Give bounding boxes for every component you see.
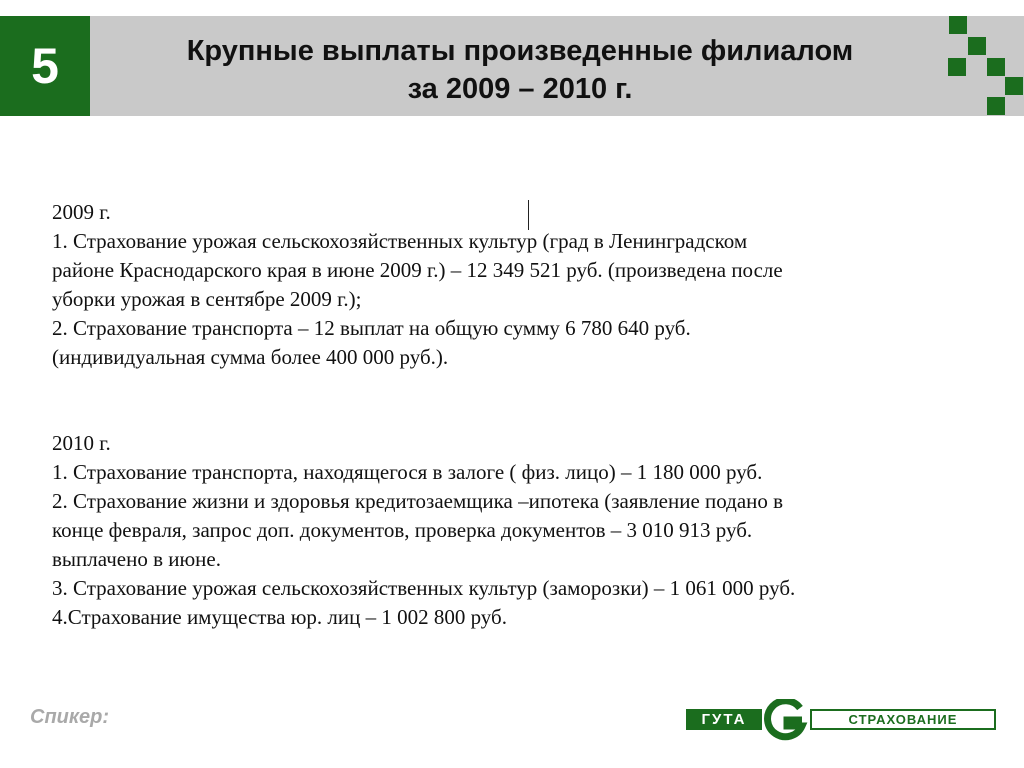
text-line: 4.Страхование имущества юр. лиц – 1 002 800 руб.	[52, 605, 507, 629]
deco-square	[968, 37, 986, 55]
text-line: 3. Страхование урожая сельскохозяйственных культур (заморозки) – 1 061 000 руб.	[52, 576, 796, 600]
text-line: 1. Страхование урожая сельскохозяйственных культур (град в Ленинградском	[52, 229, 748, 253]
deco-square	[1005, 77, 1023, 95]
deco-square	[949, 16, 967, 34]
g-logo-icon	[764, 699, 808, 741]
content	[52, 198, 982, 632]
deco-square	[987, 97, 1005, 115]
section-2010	[52, 429, 982, 632]
text-line: уборки урожая в сентябре 2009 г.);	[52, 287, 362, 311]
title-line-1: Крупные выплаты произведенные филиалом	[186, 35, 854, 67]
text-line: (индивидуальная сумма более 400 000 руб.).	[52, 345, 449, 369]
title-line-2: за 2009 – 2010 г.	[407, 73, 633, 105]
slide-number: 5	[0, 16, 90, 116]
company-logo	[686, 697, 1000, 743]
deco-square	[987, 58, 1005, 76]
text-line: конце февраля, запрос доп. документов, проверка документов – 3 010 913 руб.	[52, 518, 753, 542]
year-heading-2009: 2009 г.	[52, 200, 111, 224]
text-line: выплачено в июне.	[52, 547, 221, 571]
logo-text-right: СТРАХОВАНИЕ	[810, 709, 996, 730]
deco-square	[948, 58, 966, 76]
text-line: 1. Страхование транспорта, находящегося в залоге ( физ. лицо) – 1 180 000 руб.	[52, 460, 763, 484]
speaker-logo: Спикер:	[30, 706, 110, 728]
year-heading-2010: 2010 г.	[52, 431, 111, 455]
page-title	[110, 32, 930, 108]
logo-text-left: ГУТА	[686, 709, 762, 730]
text-line: районе Краснодарского края в июне 2009 г.) – 12 349 521 руб. (произведена после	[52, 258, 783, 282]
section-2009	[52, 198, 982, 372]
text-line: 2. Страхование жизни и здоровья кредитозаемщика –ипотека (заявление подано в	[52, 489, 784, 513]
text-line: 2. Страхование транспорта – 12 выплат на общую сумму 6 780 640 руб.	[52, 316, 691, 340]
